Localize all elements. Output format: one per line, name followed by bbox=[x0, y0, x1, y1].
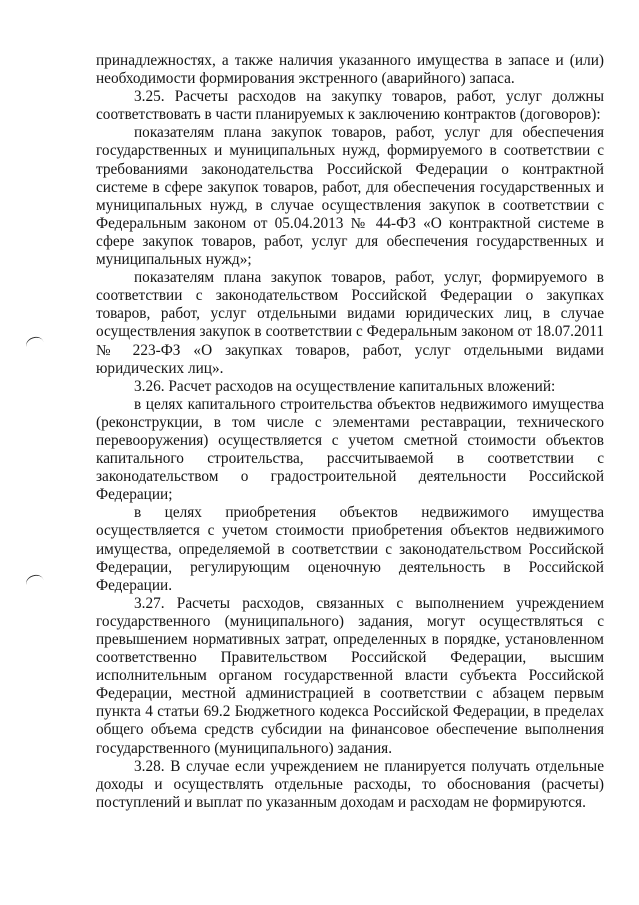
paragraph-3-27: 3.27. Расчеты расходов, связанных с выполнением учреждением государственного (муниципального) задания, могут осуществляться с превышением нормативных затрат, определенных в порядке, установленном соответственно Правительством Российской Федерации, высшим исполнительным органом государственной власти субъекта Российской Федерации, местной администрацией в соответствии с абзацем первым пункта 4 статьи 69.2 Бюджетного кодекса Российской Федерации, в пределах общего объема средств субсидии на финансовое обеспечение выполнения государственного (муниципального) задания. bbox=[96, 594, 604, 757]
paragraph-3-26-item-construction: в целях капитального строительства объектов недвижимого имущества (реконструкции, в том числе с элементами реставрации, технического перевооружения) осуществляется с учетом сметной стоимости объектов капитального строительства, рассчитываемой в соответствии с законодательством о градостроительной деятельности Российской Федерации; bbox=[96, 395, 604, 504]
paragraph-continuation: принадлежностях, а также наличия указанного имущества в запасе и (или) необходимости формирования экстренного (аварийного) запаса. bbox=[96, 52, 604, 88]
paragraph-3-26: 3.26. Расчет расходов на осуществление капитальных вложений: bbox=[134, 377, 556, 395]
paragraph-3-25: 3.25. Расчеты расходов на закупку товаров, работ, услуг должны соответствовать в части планируемых к заключению контрактов (договоров): bbox=[96, 88, 604, 124]
document-body bbox=[96, 52, 604, 812]
paragraph-3-28: 3.28. В случае если учреждением не планируется получать отдельные доходы и осуществлять отдельные расходы, то обоснования (расчеты) поступлений и выплат по указанным доходам и расходам не формируются. bbox=[96, 757, 604, 811]
binder-hole-mark bbox=[24, 335, 46, 355]
paragraph-3-25-item-44fz: показателям плана закупок товаров, работ, услуг для обеспечения государственных и муниципальных нужд, формируемого в соответствии с требованиями законодательства Российской Федерации о контрактной системе в сфере закупок товаров, работ, для обеспечения государственных и муниципальных нужд, в случае осуществления закупок в соответствии с Федеральным законом от 05.04.2013 № 44-ФЗ «О контрактной системе в сфере закупок товаров, работ, услуг для обеспечения государственных и муниципальных нужд»; bbox=[96, 124, 604, 269]
binder-hole-mark bbox=[24, 573, 46, 593]
paragraph-3-25-item-223fz: показателям плана закупок товаров, работ, услуг, формируемого в соответствии с законодательством Российской Федерации о закупках товаров, работ, услуг отдельными видами юридических лиц, в случае осуществления закупок в соответствии с Федеральным законом от 18.07.2011 № 223-ФЗ «О закупках товаров, работ, услуг отдельными видами юридических лиц». bbox=[96, 269, 604, 377]
paragraph-3-26-item-acquisition: в целях приобретения объектов недвижимого имущества осуществляется с учетом стоимости приобретения объектов недвижимого имущества, определяемой в соответствии с законодательством Российской Федерации, регулирующим оценочную деятельность в Российской Федерации. bbox=[96, 504, 604, 594]
